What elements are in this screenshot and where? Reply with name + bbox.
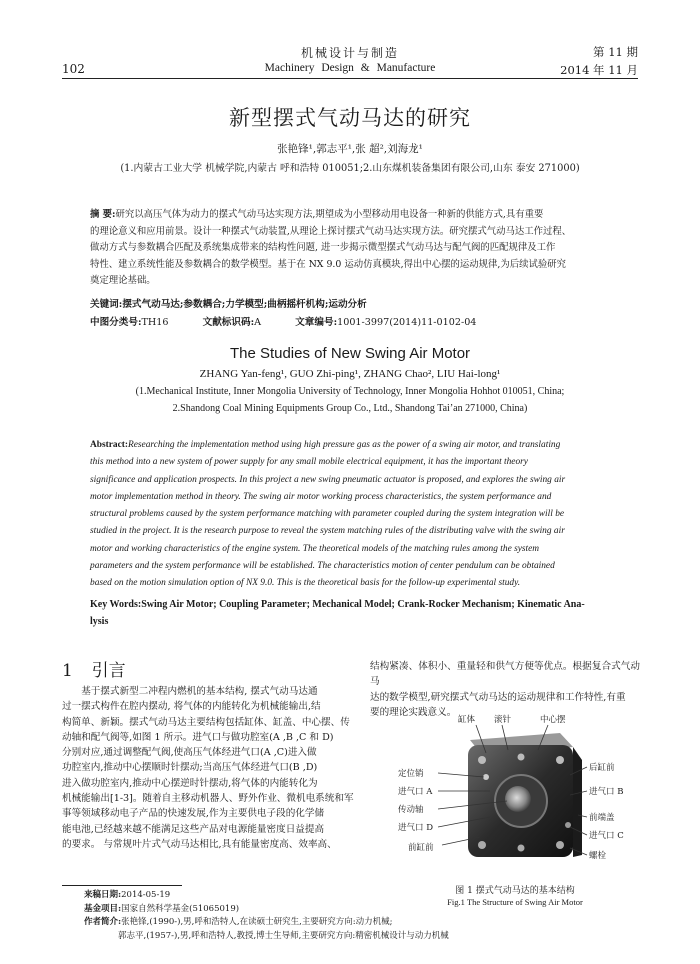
keywords-en: Key Words:Swing Air Motor; Coupling Parameter; Mechanical Model; Crank-Rocker Mechanism; Kinematic Ana- lysis <box>90 599 585 627</box>
section-heading <box>62 656 126 681</box>
footnotes <box>84 889 449 943</box>
motor-bolt-5 <box>518 754 525 761</box>
abstract-en <box>90 437 630 593</box>
motor-bolt-3 <box>478 841 486 849</box>
abstract-en-line-4: motor implementation method in theory. The swing air motor working process characteristics, the system performance and <box>90 491 552 502</box>
motor-bolt-2 <box>556 756 564 764</box>
issue-date: 2014 年 11 月 <box>560 63 638 77</box>
title-en: The Studies of New Swing Air Motor <box>229 345 471 362</box>
figure-caption-cn: 图 1 摆式气动马达的基本结构 <box>455 886 575 896</box>
footnote-fund: 基金项目:国家自然科学基金(51065019) <box>84 903 240 914</box>
authors-cn: 张艳锋¹,郭志平¹,张 超²,刘海龙¹ <box>277 143 423 155</box>
label-needle-roller: 滚针 <box>494 715 512 725</box>
section-number: 1 <box>62 661 73 681</box>
abstract-en-line-5: structural problems caused by the system performance matching with parameter coupled during the system integration will be <box>90 509 565 520</box>
page-title: 新型摆式气动马达的研究 <box>229 106 471 130</box>
body-right-column: 结构紧凑、体积小、重量轻和供气方便等优点。根据复合式气动马 达的数学模型,研究摆式气动马达的运动规律和工作特性,有重 要的理论实践意义。 <box>370 661 640 718</box>
classification-line: 中图分类号:TH16 文献标识码:A 文章编号:1001-3997(2014)11-0102-04 <box>90 317 477 328</box>
abstract-en-line-2: this method into a new system of power supply for any small mobile electrical equipment, it has the important theory <box>90 457 528 468</box>
abstract-cn-label: 摘 要: <box>90 209 116 220</box>
affiliation-en-2: 2.Shandong Coal Mining Equipments Group Co., Ltd., Shandong Tai’an 271000, China) <box>172 403 528 414</box>
motor-side-face <box>573 747 582 857</box>
figure-caption-en: Fig.1 The Structure of Swing Air Motor <box>447 897 583 907</box>
keywords-cn-label: 关键词: <box>90 299 123 310</box>
label-front-cylinder: 前缸前 <box>408 843 434 853</box>
label-rear-cylinder: 后缸前 <box>589 763 615 773</box>
body-left-column: 基于摆式新型二冲程内燃机的基本结构, 摆式气动马达通 过一摆式构件在腔内摆动, 将气体的内能转化为机械能输出,结 构简单、新颖。摆式气动马达主要结构包括缸体、缸盖、中心摆、传 动轴和配气阀等,如图 1 所示。进气口与做功腔室(A ,B ,C 和 D) 分别对应,通过调整配气阀,使高压气体经进气口(A ,C)进入做 功腔室内,推动中心摆顺时针摆动;当高压气体经进气口(B ,D) 进入做功腔室内,推动中心摆逆时针摆动,将气体的内能转化为 机械能输出[1-3]。随着自主移动机器人、野外作业、微机电系统和军 事等领域移动电子产品的快速发展,作为主要供电子段的化学储 能电池,已经越来越不能满足这些产品对电源能量密度日益提高 的要求。 与常规叶片式气动马达相比,具有能量密度高、效率高、 <box>62 686 354 850</box>
label-drive-shaft: 传动轴 <box>398 805 424 815</box>
abstract-cn-line-4: 特性、建立系统性能及参数耦合的数学模型。基于在 NX 9.0 运动仿真模块,得出中心摆的运动规律,为后续试验研究 <box>90 258 566 270</box>
abstract-en-line-9: based on the motion simulation option of NX 9.0. This is the theoretical basis for the follow-up experimental study. <box>90 578 521 589</box>
abstract-en-line-8: parameters and the system performance will be established. The characteristics motion of center pendulum can be obtained <box>90 561 555 572</box>
keywords-cn-text: 摆式气动马达;参数耦合;力学模型;曲柄摇杆机构;运动分析 <box>122 299 367 310</box>
abstract-cn-line-3: 做动方式与参数耦合匹配及系统集成带来的结构性问题, 进一步揭示微型摆式气动马达与配气阀的匹配规律及工作 <box>90 242 556 254</box>
drive-shaft <box>505 786 531 812</box>
abstract-cn <box>90 207 620 290</box>
label-cylinder-body: 缸体 <box>458 715 476 725</box>
abstract-en-line-7: motor and working characteristics of the engine system. The theoretical models of the matching rules among the system <box>90 543 540 554</box>
abstract-en-line-3: significance and application prospects. In this project a new swing pneumatic actuator is proposed, and explores the swing air <box>90 474 566 485</box>
issue-number: 第 11 期 <box>593 45 638 59</box>
footnote-author-1: 作者简介:张艳锋,(1990-),男,呼和浩特人,在读硕士研究生,主要研究方向:动力机械; <box>84 917 393 927</box>
journal-name-cn: 机械设计与制造 <box>300 46 399 60</box>
affiliation-en-1: (1.Mechanical Institute, Inner Mongolia University of Technology, Inner Mongolia Hohhot 010051, China; <box>135 386 565 397</box>
abstract-en-label: Abstract: <box>90 440 129 450</box>
keywords-en-label: Key Words: <box>90 599 142 610</box>
motor-bolt-4 <box>556 841 564 849</box>
footnote-received: 来稿日期:2014-05-19 <box>84 890 171 900</box>
abstract-cn-line-2: 的理论意义和应用前景。设计一种摆式气动装置,从理论上探讨摆式气动马达实现方法。研究摆式气动马达工作过程、 <box>90 225 572 237</box>
figure-motor-structure <box>390 705 640 875</box>
label-front-end-cover: 前端盖 <box>589 813 615 823</box>
label-positioning-pin: 定位销 <box>398 769 424 779</box>
label-air-inlet-c: 进气口 C <box>589 831 624 841</box>
section-title: 引言 <box>91 661 126 681</box>
label-air-inlet-b: 进气口 B <box>589 787 624 797</box>
label-air-inlet-a: 进气口 A <box>398 787 433 797</box>
page-number: 102 <box>62 62 85 76</box>
label-air-inlet-d: 进气口 D <box>398 823 434 833</box>
motor-bolt-1 <box>478 756 486 764</box>
motor-bolt-6 <box>518 845 525 852</box>
authors-en: ZHANG Yan-feng¹, GUO Zhi-ping¹, ZHANG Chao², LIU Hai-long¹ <box>199 368 501 380</box>
abstract-en-line-6: studied in the project. It is the research purpose to reveal the system matching rules of the distributing valve with the swing air <box>90 526 565 537</box>
abstract-cn-line-1: 摘 要:研究以高压气体为动力的摆式气动马达实现方法,期望成为小型移动用电设备一种新的供能方式,具有重要 <box>90 209 544 220</box>
header-rule <box>62 78 638 79</box>
label-center-pendulum: 中心摆 <box>540 715 566 725</box>
affiliations-cn: (1.内蒙古工业大学 机械学院,内蒙古 呼和浩特 010051;2.山东煤机装备集团有限公司,山东 泰安 271000) <box>120 163 580 174</box>
abstract-en-line-1: Abstract:Researching the implementation method using high pressure gas as the power of a swing air motor, and translating <box>90 440 561 450</box>
footnote-author-2: 郭志平,(1957-),男,呼和浩特人,教授,博士生导师,主要研究方向:精密机械设计与动力机械 <box>118 930 449 941</box>
label-bolt: 螺栓 <box>589 851 607 861</box>
abstract-cn-line-5: 奠定理论基础。 <box>90 275 156 287</box>
footnote-rule <box>62 885 182 886</box>
journal-name-en: Machinery Design & Manufacture <box>264 62 436 74</box>
keywords-cn <box>90 296 367 310</box>
